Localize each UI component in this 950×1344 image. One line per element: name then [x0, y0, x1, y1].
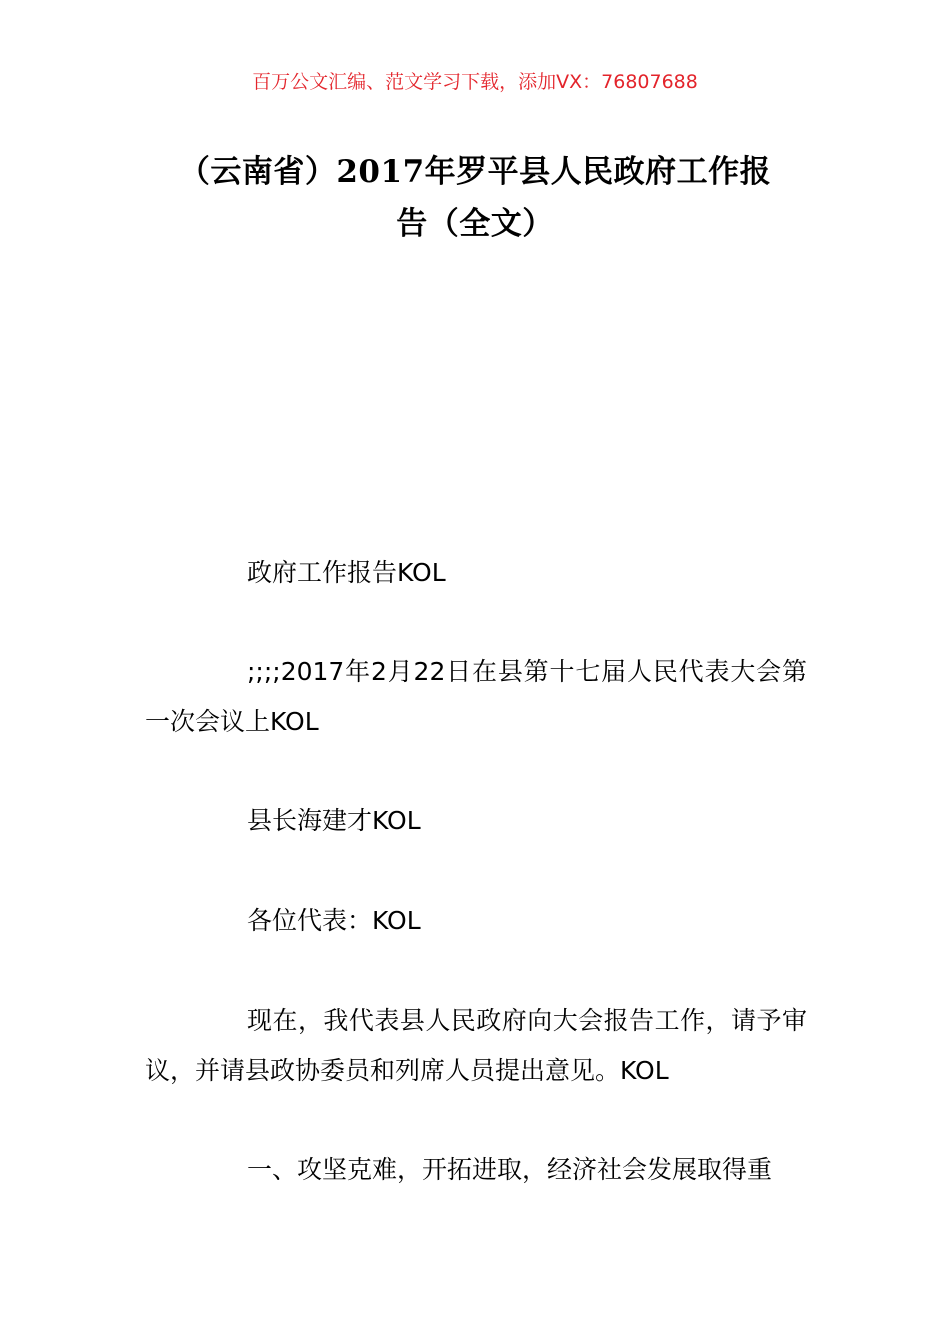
paragraph-meeting-date: ;;;;2017年2月22日在县第十七届人民代表大会第一次会议上KOL [145, 657, 807, 736]
paragraph-section-one: 一、攻坚克难，开拓进取，经济社会发展取得重 [247, 1155, 773, 1184]
header-watermark-note: 百万公文汇编、范文学习下载，添加VX：76807688 [252, 71, 698, 93]
document-title [145, 146, 805, 250]
document-title-line-1: （云南省）2017年罗平县人民政府工作报 [178, 154, 772, 190]
document-title-line-2: 告（全文） [396, 206, 554, 242]
paragraph-salutation: 各位代表：KOL [247, 906, 421, 935]
paragraph-speaker: 县长海建才KOL [247, 806, 421, 835]
paragraph-opening: 现在，我代表县人民政府向大会报告工作，请予审议，并请县政协委员和列席人员提出意见。KOL [145, 1006, 807, 1085]
paragraph-report-heading: 政府工作报告KOL [247, 558, 446, 587]
